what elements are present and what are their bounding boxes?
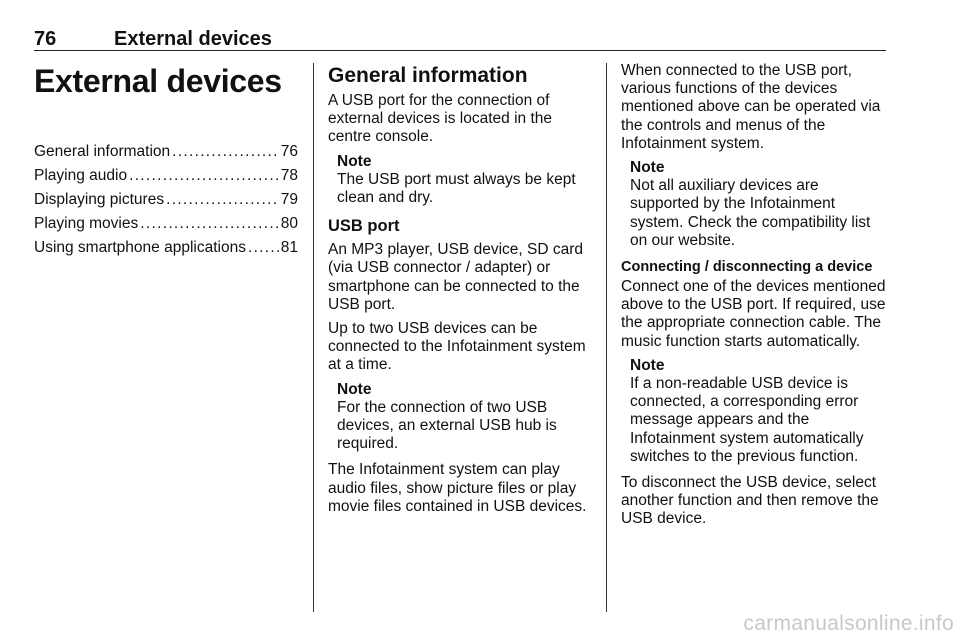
toc-entry[interactable] [34,236,298,260]
toc-entry-page: 76 [280,143,298,160]
toc-entry-title: Displaying pictures [34,191,165,208]
note-label: Note [630,159,665,177]
toc-entry-title: General information [34,143,171,160]
toc-entry[interactable] [34,188,298,212]
toc-entry-page: 81 [280,239,298,256]
toc-entry-title: Playing movies [34,215,139,232]
connect-paragraph: Connect one of the devices mentioned above to the USB port. If required, use the appropriate connection cable. The music function starts automatically. [621,278,886,350]
toc-entry-page: 79 [280,191,298,208]
usb-paragraph-1: An MP3 player, USB device, SD card (via USB connector / adapter) or smartphone can be connected to the USB port. [328,241,584,313]
column-usb-details [621,62,889,535]
toc-entry[interactable] [34,140,298,164]
watermark: carmanualsonline.info [743,612,954,635]
toc-entry-title: Using smartphone applications [34,239,246,256]
toc-leader-dots [140,212,279,236]
page-number: 76 [34,28,57,50]
note-text: Not all auxiliary devices are supported by the Infotainment system. Check the compatibility list on our website. [630,177,871,249]
toc-entry-page: 78 [280,167,298,184]
table-of-contents [34,140,298,260]
note-text: The USB port must always be kept clean and dry. [337,170,576,207]
chapter-title: External devices [114,28,272,50]
column-general-info [328,62,590,522]
note-block [337,381,590,454]
toc-entry[interactable] [34,164,298,188]
note-block [630,159,889,250]
intro-paragraph: A USB port for the connection of external devices is located in the centre console. [328,92,553,146]
toc-leader-dots [166,188,279,212]
note-block [630,357,889,466]
note-label: Note [337,152,372,170]
column-toc [34,62,298,260]
disconnect-paragraph: To disconnect the USB device, select another function and then remove the USB device. [621,474,879,528]
usb-paragraph-3: The Infotainment system can play audio files, show picture files or play movie files contained in USB devices. [328,461,587,515]
note-label: Note [337,380,372,398]
usb-paragraph-2: Up to two USB devices can be connected to the Infotainment system at a time. [328,320,586,374]
note-text: For the connection of two USB devices, an external USB hub is required. [337,398,557,453]
note-label: Note [630,356,665,374]
usb-port-heading: USB port [328,217,400,236]
toc-entry[interactable] [34,212,298,236]
general-information-heading: General information [328,64,528,87]
toc-leader-dots [129,164,279,188]
toc-entry-page: 80 [280,215,298,232]
toc-leader-dots [172,140,279,164]
column-divider-1 [313,63,314,612]
note-text: If a non-readable USB device is connected, a corresponding error message appears and the Infotainment system automatically switches to the previous function. [630,375,864,465]
toc-entry-title: Playing audio [34,167,128,184]
connecting-heading: Connecting / disconnecting a device [621,259,873,276]
note-block [337,153,590,208]
header-divider [34,50,886,51]
column-divider-2 [606,63,607,612]
toc-leader-dots [248,236,279,260]
operation-paragraph: When connected to the USB port, various functions of the devices mentioned above can be operated via the controls and menus of the Infotainment system. [621,62,881,152]
section-title: External devices [34,63,282,99]
